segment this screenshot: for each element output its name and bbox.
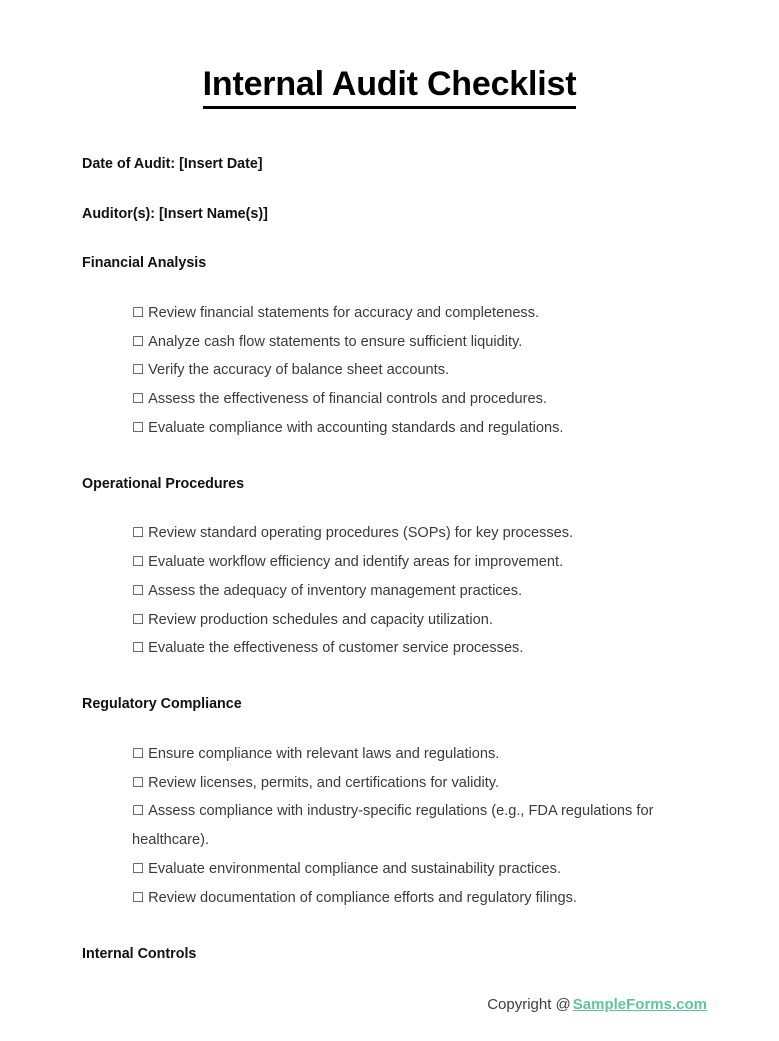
checklist-item[interactable] xyxy=(132,328,722,357)
section-heading: Internal Controls xyxy=(82,945,197,962)
checklist-item[interactable] xyxy=(132,606,722,635)
checklist-item[interactable] xyxy=(132,855,722,884)
checkbox-icon[interactable]: ☐ xyxy=(132,611,145,628)
checklist-item[interactable] xyxy=(132,797,722,855)
checklist-item-label: Evaluate environmental compliance and sustainability practices. xyxy=(148,861,562,878)
checkbox-icon[interactable]: ☐ xyxy=(132,554,145,571)
checkbox-icon[interactable]: ☐ xyxy=(132,745,145,762)
meta-field-date-of-audit: Date of Audit: [Insert Date] xyxy=(82,156,263,172)
checklist-item-label: Review financial statements for accuracy and completeness. xyxy=(148,304,540,321)
checklist-item-label: Analyze cash flow statements to ensure sufficient liquidity. xyxy=(148,333,523,350)
checklist-item-label: Review licenses, permits, and certifications for validity. xyxy=(148,774,500,791)
checklist xyxy=(82,299,722,443)
checklist-item[interactable] xyxy=(132,414,722,443)
checklist-item-label: Evaluate workflow efficiency and identify areas for improvement. xyxy=(148,554,564,571)
checkbox-icon[interactable]: ☐ xyxy=(132,774,145,791)
checklist-item[interactable] xyxy=(132,740,722,769)
checklist-item-label: Verify the accuracy of balance sheet accounts. xyxy=(148,362,450,379)
section-financial-analysis xyxy=(82,254,722,443)
checklist-item-label: Assess compliance with industry-specific regulations (e.g., FDA regulations for healthcare). xyxy=(132,803,654,849)
section-heading: Regulatory Compliance xyxy=(82,696,242,713)
page-title-text: Internal Audit Checklist xyxy=(203,64,577,109)
checklist-item[interactable] xyxy=(132,356,722,385)
checklist-item-label: Review production schedules and capacity utilization. xyxy=(148,611,493,628)
section-regulatory-compliance xyxy=(82,695,722,912)
checkbox-icon[interactable]: ☐ xyxy=(132,803,145,820)
checklist-item[interactable] xyxy=(132,299,722,328)
checklist-item[interactable] xyxy=(132,577,722,606)
checkbox-icon[interactable]: ☐ xyxy=(132,333,145,350)
checkbox-icon[interactable]: ☐ xyxy=(132,304,145,321)
checklist-item[interactable] xyxy=(132,519,722,548)
checklist-item[interactable] xyxy=(132,548,722,577)
meta-field-auditors: Auditor(s): [Insert Name(s)] xyxy=(82,205,268,222)
checkbox-icon[interactable]: ☐ xyxy=(132,889,145,906)
checklist xyxy=(82,740,722,913)
checklist xyxy=(82,519,722,663)
document-body xyxy=(82,155,722,963)
checklist-item[interactable] xyxy=(132,769,722,798)
checkbox-icon[interactable]: ☐ xyxy=(132,582,145,599)
checklist-item-label: Evaluate compliance with accounting standards and regulations. xyxy=(148,419,564,436)
checklist-item-label: Review documentation of compliance efforts and regulatory filings. xyxy=(148,889,577,906)
section-operational-procedures xyxy=(82,475,722,664)
section-heading: Operational Procedures xyxy=(82,475,245,492)
checklist-item-label: Assess the adequacy of inventory management practices. xyxy=(148,582,523,599)
checkbox-icon[interactable]: ☐ xyxy=(132,861,145,878)
checklist-item-label: Evaluate the effectiveness of customer service processes. xyxy=(148,640,524,657)
checkbox-icon[interactable]: ☐ xyxy=(132,419,145,436)
checklist-item[interactable] xyxy=(132,385,722,414)
checklist-item[interactable] xyxy=(132,634,722,663)
section-internal-controls xyxy=(82,945,722,964)
checkbox-icon[interactable]: ☐ xyxy=(132,362,145,379)
section-heading: Financial Analysis xyxy=(82,255,207,272)
footer-brand-link[interactable]: SampleForms.com xyxy=(572,996,707,1013)
checklist-item-label: Assess the effectiveness of financial controls and procedures. xyxy=(148,391,547,408)
checkbox-icon[interactable]: ☐ xyxy=(132,391,145,408)
page-title xyxy=(0,64,779,109)
checkbox-icon[interactable]: ☐ xyxy=(132,640,145,657)
checklist-item-label: Ensure compliance with relevant laws and regulations. xyxy=(148,745,500,762)
checkbox-icon[interactable]: ☐ xyxy=(132,525,145,542)
checklist-item-label: Review standard operating procedures (SOPs) for key processes. xyxy=(148,525,574,542)
checklist-item[interactable] xyxy=(132,884,722,913)
footer-copyright-text: Copyright @ xyxy=(487,996,571,1013)
footer xyxy=(0,995,779,1015)
